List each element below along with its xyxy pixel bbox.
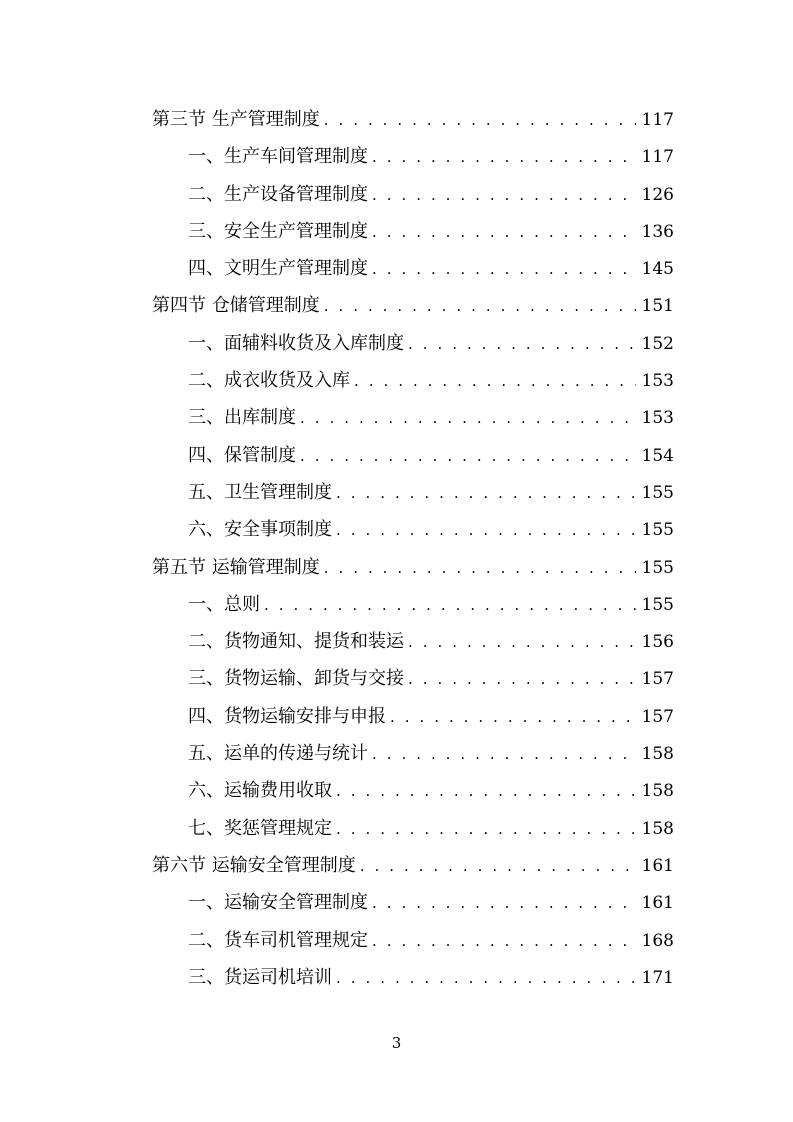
toc-entry-title: 二、生产设备管理制度: [188, 183, 368, 205]
toc-entry-title: 七、奖惩管理规定: [188, 817, 332, 839]
toc-subsection-entry[interactable]: [152, 959, 674, 996]
toc-entry-page: 117: [641, 110, 674, 130]
toc-subsection-entry[interactable]: [152, 362, 674, 399]
toc-entry-title: 六、安全事项制度: [188, 519, 332, 541]
toc-subsection-entry[interactable]: [152, 698, 674, 735]
toc-subsection-entry[interactable]: [152, 810, 674, 847]
toc-subsection-entry[interactable]: [152, 623, 674, 660]
toc-entry-page: 153: [641, 371, 674, 392]
toc-dot-leader: [324, 288, 636, 325]
toc-subsection-entry[interactable]: [152, 474, 674, 511]
toc-subsection-entry[interactable]: [152, 884, 674, 921]
toc-entry-title: 一、总则: [188, 593, 260, 615]
toc-dot-leader: [324, 550, 636, 587]
toc-entry-title: 六、运输费用收取: [188, 780, 332, 802]
toc-entry-page: 153: [641, 408, 674, 429]
toc-dot-leader: [264, 587, 636, 624]
toc-dot-leader: [336, 512, 636, 549]
toc-entry-page: 155: [641, 482, 674, 503]
toc-entry-title: 第三节 生产管理制度: [152, 109, 320, 130]
toc-entry-page: 155: [641, 594, 674, 615]
toc-entry-page: 152: [641, 333, 674, 354]
toc-entry-title: 第六节 运输安全管理制度: [152, 854, 356, 876]
toc-entry-title: 第四节 仓储管理制度: [152, 295, 320, 317]
toc-entry-title: 五、卫生管理制度: [188, 481, 332, 503]
toc-subsection-entry[interactable]: [152, 176, 674, 213]
toc-dot-leader: [336, 773, 636, 810]
toc-entry-title: 四、货物运输安排与申报: [188, 705, 386, 727]
toc-entry-title: 四、文明生产管理制度: [188, 258, 368, 280]
toc-dot-leader: [390, 699, 636, 736]
toc-subsection-entry[interactable]: [152, 660, 674, 697]
toc-section-entry[interactable]: [152, 287, 674, 324]
toc-subsection-entry[interactable]: [152, 399, 674, 436]
table-of-contents: [152, 101, 674, 996]
toc-subsection-entry[interactable]: [152, 250, 674, 287]
toc-entry-title: 二、货车司机管理规定: [188, 929, 368, 951]
toc-dot-leader: [408, 624, 636, 661]
toc-dot-leader: [354, 363, 636, 400]
toc-entry-page: 158: [641, 781, 674, 802]
toc-entry-page: 158: [641, 744, 674, 765]
toc-dot-leader: [408, 326, 636, 363]
toc-dot-leader: [336, 960, 636, 997]
toc-dot-leader: [372, 139, 636, 176]
toc-entry-title: 五、运单的传递与统计: [188, 743, 368, 765]
toc-dot-leader: [372, 214, 636, 251]
toc-entry-page: 156: [641, 632, 674, 653]
toc-entry-title: 三、货运司机培训: [188, 966, 332, 988]
toc-entry-page: 155: [641, 557, 674, 578]
toc-entry-title: 第五节 运输管理制度: [152, 556, 320, 578]
toc-dot-leader: [336, 811, 636, 848]
toc-dot-leader: [372, 177, 636, 214]
page-number: 3: [391, 1034, 402, 1052]
toc-dot-leader: [300, 400, 636, 437]
toc-dot-leader: [324, 102, 636, 139]
toc-entry-page: 168: [641, 930, 674, 951]
toc-subsection-entry[interactable]: [152, 922, 674, 959]
toc-dot-leader: [372, 251, 636, 288]
toc-entry-page: 151: [641, 296, 674, 317]
toc-dot-leader: [360, 848, 636, 885]
toc-entry-title: 四、保管制度: [188, 444, 296, 466]
toc-entry-title: 三、出库制度: [188, 407, 296, 429]
toc-section-entry[interactable]: [152, 549, 674, 586]
toc-entry-page: 157: [641, 669, 674, 690]
toc-dot-leader: [408, 661, 636, 698]
toc-entry-page: 155: [641, 520, 674, 541]
toc-entry-page: 171: [641, 967, 674, 988]
toc-entry-page: 161: [641, 855, 674, 876]
toc-entry-title: 一、运输安全管理制度: [188, 892, 368, 914]
toc-subsection-entry[interactable]: [152, 586, 674, 623]
toc-dot-leader: [372, 885, 636, 922]
toc-dot-leader: [300, 438, 636, 475]
toc-entry-page: 126: [641, 184, 674, 205]
toc-entry-title: 一、生产车间管理制度: [188, 146, 368, 168]
toc-dot-leader: [372, 923, 636, 960]
toc-subsection-entry[interactable]: [152, 511, 674, 548]
toc-entry-title: 三、安全生产管理制度: [188, 220, 368, 242]
toc-entry-page: 157: [641, 706, 674, 727]
toc-entry-page: 158: [641, 818, 674, 839]
toc-section-entry[interactable]: [152, 847, 674, 884]
toc-entry-title: 一、面辅料收货及入库制度: [188, 332, 404, 354]
toc-entry-page: 117: [641, 147, 674, 168]
toc-section-entry[interactable]: [152, 101, 674, 138]
toc-subsection-entry[interactable]: [152, 325, 674, 362]
toc-entry-page: 154: [641, 445, 674, 466]
toc-dot-leader: [372, 736, 636, 773]
toc-entry-title: 二、成衣收货及入库: [188, 370, 350, 392]
toc-entry-page: 161: [641, 893, 674, 914]
toc-subsection-entry[interactable]: [152, 772, 674, 809]
toc-entry-title: 三、货物运输、卸货与交接: [188, 668, 404, 690]
toc-dot-leader: [336, 475, 636, 512]
toc-entry-title: 二、货物通知、提货和装运: [188, 631, 404, 653]
toc-subsection-entry[interactable]: [152, 437, 674, 474]
toc-entry-page: 136: [641, 221, 674, 242]
toc-subsection-entry[interactable]: [152, 213, 674, 250]
toc-subsection-entry[interactable]: [152, 735, 674, 772]
toc-entry-page: 145: [641, 259, 674, 280]
toc-subsection-entry[interactable]: [152, 138, 674, 175]
